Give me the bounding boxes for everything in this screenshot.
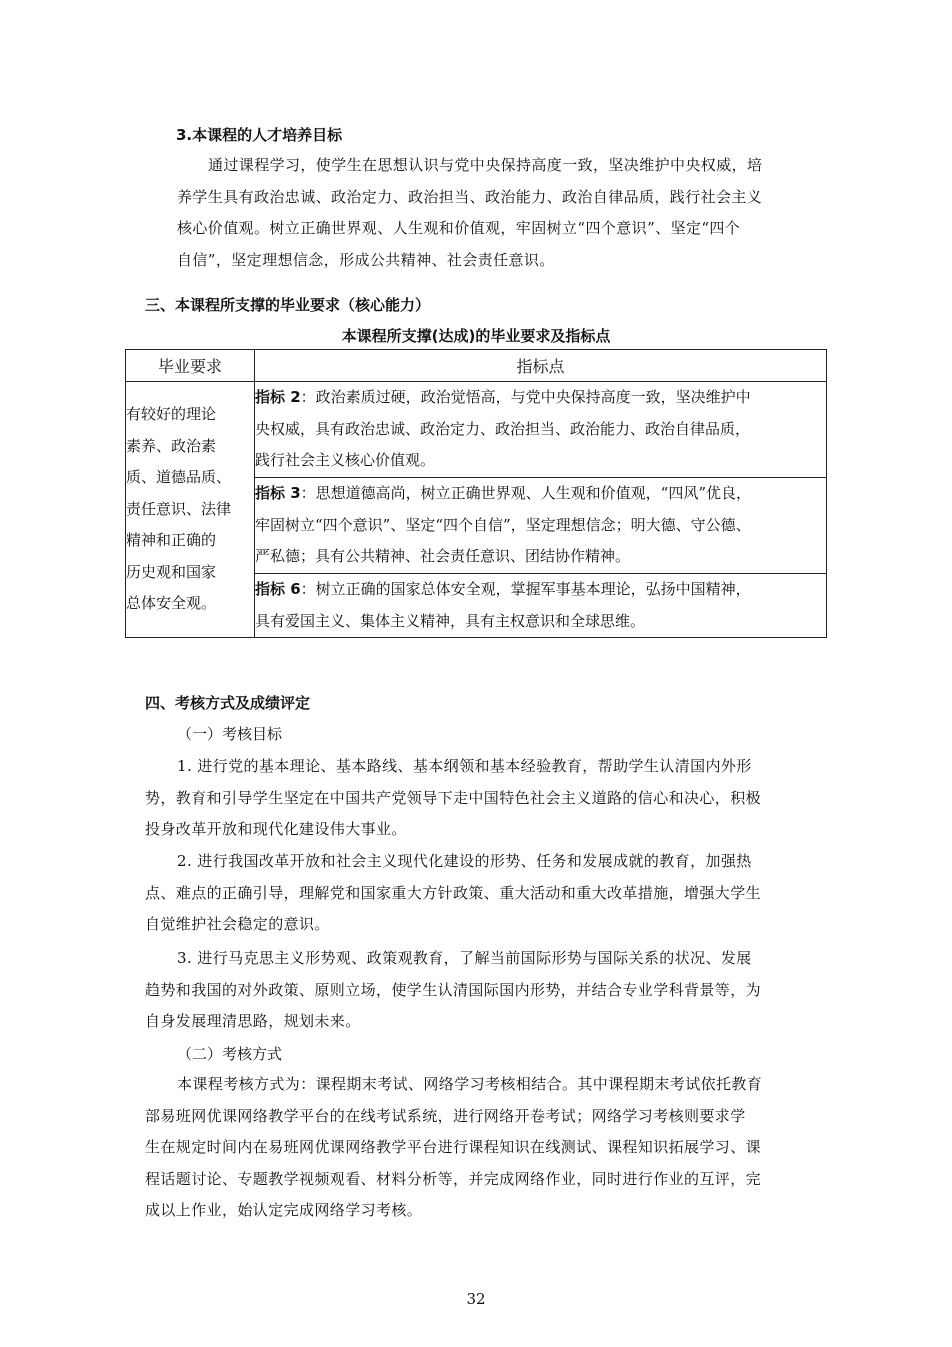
indicator-label: 指标 6	[255, 580, 301, 598]
paragraph-line: 通过课程学习，使学生在思想认识与党中央保持高度一致，坚决维护中央权威，培	[208, 156, 763, 174]
indicator-text: 践行社会主义核心价值观。	[255, 451, 436, 469]
goal-paragraph-3	[145, 943, 761, 1038]
requirements-table	[125, 349, 827, 638]
subheading-assessment-method: （二）考核方式	[177, 1045, 283, 1063]
table-caption: 本课程所支撑(达成)的毕业要求及指标点	[341, 327, 611, 345]
indicator-text: 具有爱国主义、集体主义精神，具有主权意识和全球思维。	[255, 611, 646, 630]
paragraph-line: 核心价值观。树立正确世界观、人生观和价值观，牢固树立“四个意识”、坚定“四个	[177, 219, 741, 237]
paragraph-line: 部易班网优课网络教学平台的在线考试系统，进行网络开卷考试；网络学习考核则要求学	[145, 1106, 746, 1125]
paragraph-line: 自身发展理清思路，规划未来。	[145, 1012, 361, 1030]
paragraph-line: 自觉维护社会稳定的意识。	[145, 915, 330, 933]
requirement-line: 素养、政治素	[126, 436, 217, 455]
requirement-line: 有较好的理论	[126, 405, 217, 424]
indicator-label: 指标 2	[255, 388, 301, 406]
indicator-text: 严私德；具有公共精神、社会责任意识、团结协作精神。	[255, 547, 631, 565]
goal-paragraph-1	[145, 751, 761, 846]
paragraph-line: 生在规定时间内在易班网优课网络教学平台进行课程知识在线测试、课程知识拓展学习、课	[145, 1138, 762, 1156]
section-3-paragraph	[177, 150, 762, 276]
table-header-row	[126, 350, 827, 382]
paragraph-line: 成以上作业，始认定完成网络学习考核。	[145, 1201, 423, 1219]
indicator-text: ：思想道德高尚，树立正确世界观、人生观和价值观，“四风”优良，	[300, 484, 752, 502]
indicator-text: 牢固树立“四个意识”、坚定“四个自信”，坚定理想信念；明大德、守公德、	[255, 515, 751, 534]
requirement-line: 精神和正确的	[126, 531, 217, 550]
requirement-line: 总体安全观。	[126, 594, 217, 613]
paragraph-line: 点、难点的正确引导，理解党和国家重大方针政策、重大活动和重大改革措施，增强大学生	[145, 883, 762, 902]
paragraph-line: 2. 进行我国改革开放和社会主义现代化建设的形势、任务和发展成就的教育，加强热	[177, 852, 752, 870]
subheading-assessment-goals: （一）考核目标	[177, 725, 283, 743]
paragraph-line: 本课程考核方式为：课程期末考试、网络学习考核相结合。其中课程期末考试依托教育	[177, 1075, 763, 1093]
paragraph-line: 养学生具有政治忠诚、政治定力、政治担当、政治能力、政治自律品质，践行社会主义	[177, 187, 763, 206]
page-number: 32	[466, 1290, 486, 1308]
section-3-heading: 3.本课程的人才培养目标	[176, 126, 343, 144]
indicator-cell-2	[255, 382, 827, 478]
paragraph-line: 自信”，坚定理想信念，形成公共精神、社会责任意识。	[177, 250, 555, 269]
table-row	[126, 382, 827, 478]
goal-paragraph-2	[145, 846, 761, 941]
requirement-line: 历史观和国家	[126, 562, 217, 581]
requirement-line: 质、道德品质、	[126, 468, 232, 487]
paragraph-line: 投身改革开放和现代化建设伟大事业。	[145, 820, 407, 838]
indicator-text: ：树立正确的国家总体安全观，掌握军事基本理论，弘扬中国精神，	[300, 580, 751, 598]
requirement-cell	[126, 382, 255, 638]
column-header-indicator: 指标点	[255, 350, 827, 382]
paragraph-line: 势，教育和引导学生坚定在中国共产党领导下走中国特色社会主义道路的信心和决心，积极	[145, 788, 762, 807]
section-three-heading: 三、本课程所支撑的毕业要求（核心能力）	[145, 296, 431, 314]
column-header-requirement: 毕业要求	[126, 350, 255, 382]
method-paragraph	[145, 1069, 762, 1227]
indicator-text: ：政治素质过硬，政治觉悟高，与党中央保持高度一致，坚决维护中	[300, 388, 751, 406]
paragraph-line: 3. 进行马克思主义形势观、政策观教育，了解当前国际形势与国际关系的状况、发展	[177, 949, 752, 967]
indicator-text: 央权威，具有政治忠诚、政治定力、政治担当、政治能力、政治自律品质，	[255, 419, 751, 438]
paragraph-line: 1. 进行党的基本理论、基本路线、基本纲领和基本经验教育，帮助学生认清国内外形	[177, 757, 752, 775]
indicator-label: 指标 3	[255, 484, 301, 502]
requirement-line: 责任意识、法律	[126, 499, 232, 518]
paragraph-line: 趋势和我国的对外政策、原则立场，使学生认清国际国内形势，并结合专业学科背景等，为	[145, 980, 762, 999]
paragraph-line: 程话题讨论、专题教学视频观看、材料分析等，并完成网络作业，同时进行作业的互评，完	[145, 1169, 762, 1188]
indicator-cell-3	[255, 478, 827, 574]
section-four-heading: 四、考核方式及成绩评定	[145, 694, 311, 712]
indicator-cell-6	[255, 574, 827, 638]
